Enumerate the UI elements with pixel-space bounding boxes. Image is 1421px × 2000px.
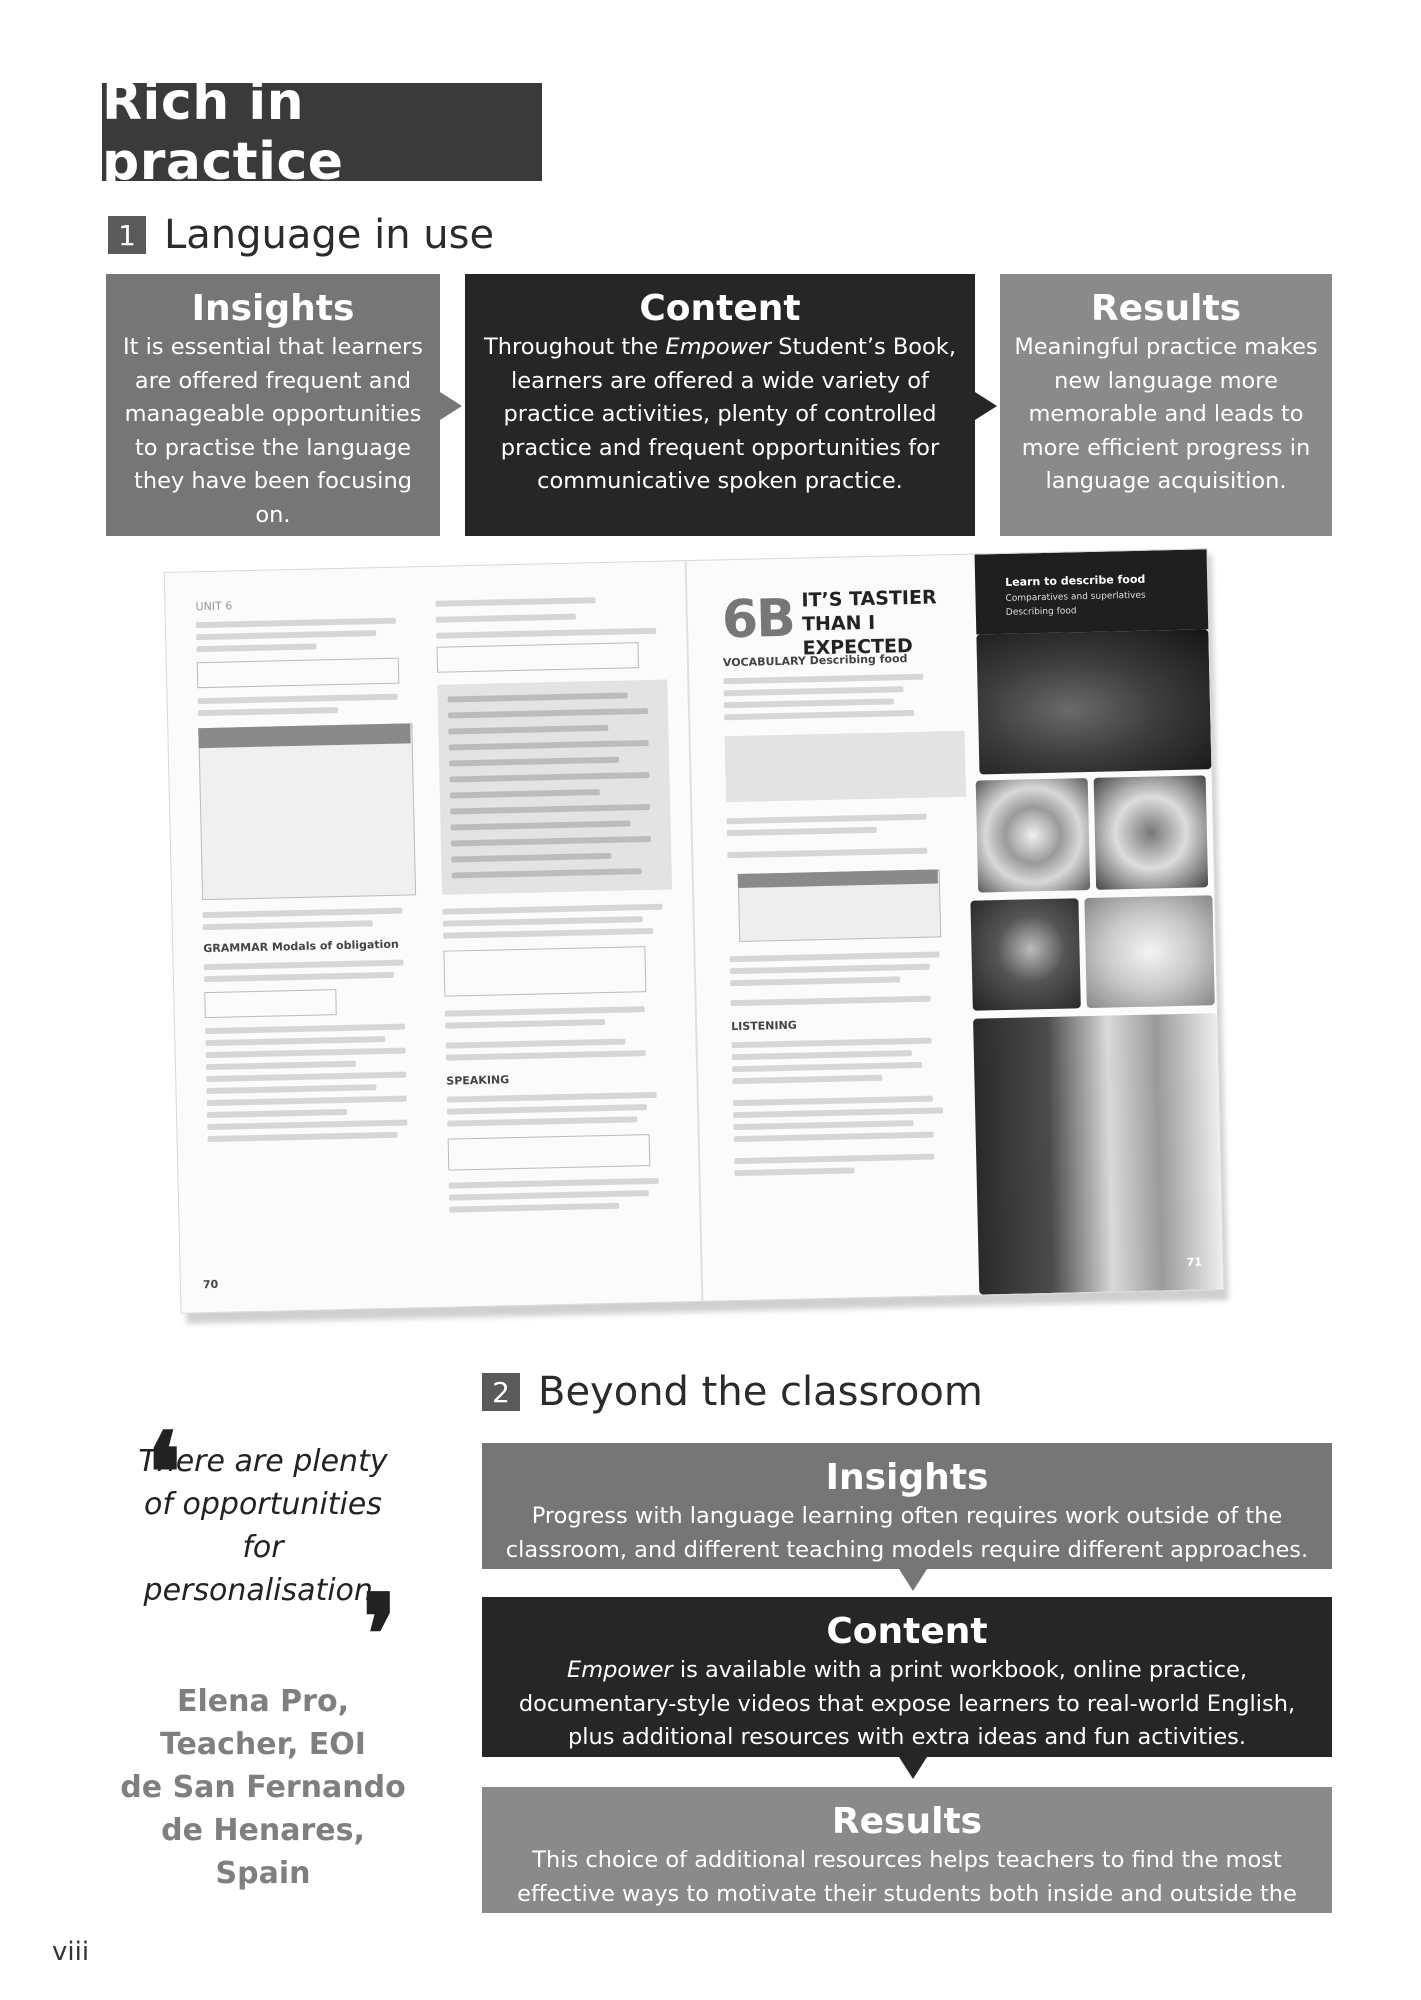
text-line: [204, 960, 404, 971]
s1-insights-title: Insights: [191, 288, 355, 329]
lesson-title: IT’S TASTIER THAN I EXPECTED: [801, 586, 937, 660]
comparison-table: [198, 723, 416, 900]
text-line: [445, 1019, 605, 1029]
descriptions-box: [725, 731, 966, 802]
section-2-heading: [482, 1369, 983, 1415]
s1-results-title: Results: [1090, 288, 1242, 329]
text-line: [445, 1006, 645, 1017]
close-quote-icon: ❜: [362, 1570, 398, 1699]
s1-content-body-end: Student’s Book, learners are offered a wide variety of practice activities, plenty of controlled practice and frequent opportunities for communicative spoken practice.: [500, 334, 956, 494]
s2-insights-body: Progress with language learning often requires work outside of the classroom, and different teaching models require different approaches.: [505, 1503, 1309, 1563]
text-line: [205, 1024, 405, 1035]
text-line: [731, 996, 931, 1007]
book-listening-label: LISTENING: [731, 1018, 797, 1034]
s1-content-body-start: Throughout the: [484, 334, 666, 360]
text-line: [207, 1096, 407, 1107]
student-book-spread: [164, 548, 1225, 1313]
text-line: [726, 814, 926, 825]
text-line: [205, 1036, 385, 1046]
s1-results-panel: [1000, 274, 1332, 536]
text-line: [734, 1132, 934, 1143]
photo-dip: [1084, 895, 1214, 1008]
text-line: [727, 848, 927, 859]
text-line: [446, 1050, 646, 1061]
text-line: [206, 1072, 406, 1083]
s2-content-brand: Empower: [566, 1657, 673, 1683]
photo-cake: [976, 629, 1211, 774]
text-line: [445, 1039, 625, 1049]
text-line: [733, 1120, 913, 1130]
s1-content-body: [479, 331, 961, 499]
s2-arrow-1-icon: [899, 1569, 927, 1591]
text-line: [734, 1154, 934, 1165]
text-line: [730, 951, 940, 962]
s2-content-body-end: is available with a print workbook, online practice, documentary-style videos that expose learners to real-world English, plus additional resources with extra ideas and fun activities.: [518, 1657, 1296, 1750]
text-line: [733, 1107, 943, 1118]
s2-arrow-2-icon: [899, 1757, 927, 1779]
section-1-title: Language in use: [164, 212, 495, 258]
text-line: [732, 1075, 882, 1084]
text-line: [449, 1203, 619, 1213]
banner-item-1: Comparatives and superlatives: [1005, 590, 1146, 604]
s2-results-body: This choice of additional resources helps teachers to find the most effective ways to motivate their students both inside and outside the classroom.: [517, 1847, 1297, 1940]
text-line: [724, 710, 914, 720]
word-box: [443, 946, 646, 997]
text-line: [198, 707, 338, 716]
open-quote-icon: ❛: [146, 1408, 182, 1537]
lesson-code: 6B: [721, 588, 795, 651]
text-line: [207, 1120, 407, 1131]
text-line: [208, 1132, 398, 1142]
book-speaking-label: SPEAKING: [446, 1073, 510, 1088]
text-line: [196, 630, 376, 640]
s1-insights-body: It is essential that learners are offered frequent and manageable opportunities to practise the language they have been focusing on.: [122, 334, 424, 528]
text-line: [732, 1050, 912, 1060]
s1-arrow-2-icon: [975, 392, 997, 420]
book-grammar-label: GRAMMAR Modals of obligation: [203, 937, 399, 956]
text-line: [724, 698, 894, 708]
text-line: [443, 916, 643, 927]
text-line: [449, 1178, 659, 1189]
testimonial-role: Teacher, EOI: [160, 1727, 366, 1762]
s2-content-title: Content: [826, 1611, 988, 1652]
text-line: [202, 908, 402, 919]
book-spine: [685, 561, 704, 1301]
s1-content-title: Content: [639, 288, 801, 329]
s1-content-panel: [465, 274, 975, 536]
s1-arrow-1-icon: [440, 392, 462, 420]
text-line: [443, 928, 653, 939]
s2-results-panel: [482, 1787, 1332, 1940]
text-line: [198, 694, 398, 705]
text-line: [732, 1038, 932, 1049]
word-box: [448, 1134, 651, 1171]
s2-content-panel: [482, 1597, 1332, 1757]
testimonial-place: de San Fernando de Henares, Spain: [120, 1770, 406, 1891]
text-line: [732, 1062, 922, 1072]
testimonial-attribution: [118, 1680, 408, 1895]
text-line: [733, 1096, 933, 1107]
s2-content-body: [496, 1654, 1318, 1755]
s2-insights-panel: [482, 1443, 1332, 1569]
book-vocabulary-label: VOCABULARY Describing food: [722, 652, 908, 670]
text-line: [206, 1061, 356, 1070]
text-line: [436, 628, 656, 639]
book-unit-label: UNIT 6: [195, 599, 233, 614]
text-line: [206, 1048, 406, 1059]
text-line: [435, 597, 595, 607]
section-2-title: Beyond the classroom: [538, 1369, 983, 1415]
text-line: [727, 827, 877, 836]
text-line: [447, 1092, 657, 1103]
word-box: [436, 642, 639, 673]
photo-meatballs: [976, 778, 1091, 893]
section-1-heading: [108, 212, 494, 258]
text-line: [734, 1167, 854, 1176]
text-line: [204, 972, 394, 982]
s1-content-brand: Empower: [665, 334, 772, 360]
text-line: [442, 904, 662, 915]
photo-vending-machine: [973, 1013, 1223, 1294]
book-left-page-number: 70: [202, 1277, 219, 1292]
page-title: Rich in practice: [102, 83, 542, 181]
text-line: [207, 1109, 347, 1118]
text-line: [730, 964, 930, 975]
book-right-page-number: 71: [1186, 1255, 1203, 1269]
text-line: [203, 920, 373, 930]
banner-title: Learn to describe food: [1005, 572, 1146, 589]
s2-results-title: Results: [831, 1801, 983, 1842]
s2-insights-title: Insights: [825, 1457, 989, 1498]
section-2-number: 2: [482, 1373, 520, 1411]
text-line: [730, 976, 900, 986]
testimonial-quote: There are plenty of opportunities for personalisation.: [138, 1444, 388, 1608]
text-line: [196, 643, 316, 652]
text-line: [196, 618, 396, 629]
text-line: [724, 686, 904, 696]
s1-results-body: Meaningful practice makes new language more memorable and leads to more efficient progress in language acquisition.: [1014, 334, 1318, 494]
photo-fish: [970, 898, 1080, 1010]
section-1-number: 1: [108, 216, 146, 254]
banner-item-2: Describing food: [1005, 606, 1077, 618]
text-line: [436, 614, 576, 623]
lesson-banner: [975, 549, 1217, 634]
testimonial-name: Elena Pro,: [177, 1684, 349, 1719]
page-number: viii: [52, 1937, 90, 1967]
photo-noodles: [1094, 775, 1209, 890]
s1-insights-panel: [106, 274, 440, 536]
word-box: [204, 989, 337, 1018]
text-line: [206, 1084, 376, 1094]
text-line: [447, 1116, 637, 1126]
text-line: [449, 1190, 649, 1201]
word-box: [197, 658, 400, 689]
text-line: [723, 674, 923, 685]
text-line: [447, 1104, 647, 1115]
